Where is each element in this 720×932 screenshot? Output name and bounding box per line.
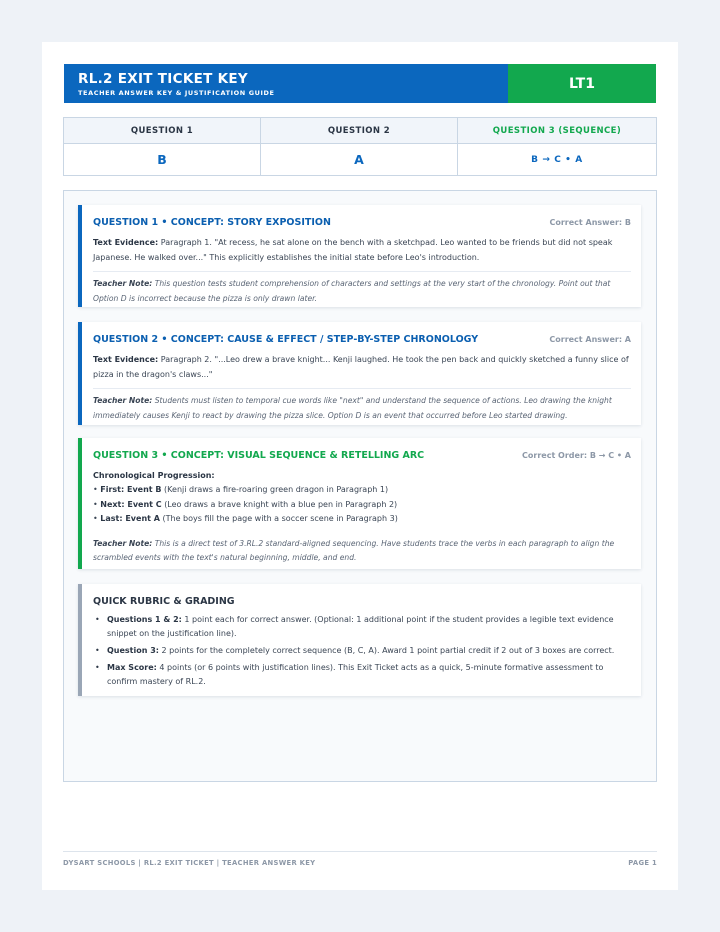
q1-header: QUESTION 1 (64, 118, 261, 144)
learning-target-badge: LT1 (508, 64, 656, 103)
q1-answer: B (64, 144, 261, 175)
q2-evidence (93, 352, 631, 382)
rubric-item-label: Max Score: (107, 663, 157, 672)
q1-note-label: Teacher Note: (93, 279, 153, 288)
q1-evidence-text: Paragraph 1. "At recess, he sat alone on the bench with a sketchpad. Leo wanted to be friends but did not speak Japanese. He walked over..." This explicitly establishes the initial state before Leo's introduction. (93, 238, 613, 262)
rubric-item (93, 661, 631, 689)
rubric-item (93, 613, 631, 641)
page-subtitle: TEACHER ANSWER KEY & JUSTIFICATION GUIDE (78, 89, 275, 97)
q2-evidence-text: Paragraph 2. "...Leo drew a brave knight... Kenji laughed. He took the pen back and quickly sketched a funny slice of pizza in the dragon's claws..." (93, 355, 629, 379)
page-number: PAGE 1 (628, 859, 657, 867)
q3-step-1-label: First: Event B (100, 485, 162, 494)
q1-evidence-label: Text Evidence: (93, 238, 159, 247)
q2-evidence-label: Text Evidence: (93, 355, 159, 364)
q2-card (78, 322, 641, 425)
page-title: RL.2 EXIT TICKET KEY (78, 71, 248, 87)
rubric-list (93, 613, 631, 689)
rubric-item-text: 1 point each for correct answer. (Optional: 1 additional point if the student provides a legible text evidence snippet on the justification line). (107, 615, 614, 638)
q3-step-3-text: (The boys fill the page with a soccer scene in Paragraph 3) (162, 514, 398, 523)
rubric-item-label: Question 3: (107, 646, 159, 655)
rubric-item-label: Questions 1 & 2: (107, 615, 182, 624)
q3-progression-label: Chronological Progression: (93, 471, 215, 480)
q3-correct: Correct Order: B → C • A (522, 451, 631, 460)
q3-teacher-note (93, 533, 631, 566)
q1-note-text: This question tests student comprehension of characters and settings at the very start of the chronology. Point out that Option D is incorrect because the pizza is only drawn later. (93, 279, 611, 303)
q3-note-label: Teacher Note: (93, 538, 153, 548)
q1-correct: Correct Answer: B (549, 218, 631, 227)
header-banner (64, 64, 656, 103)
footer-left: DYSART SCHOOLS | RL.2 EXIT TICKET | TEACHER ANSWER KEY (63, 859, 316, 867)
q2-header: QUESTION 2 (261, 118, 458, 144)
page (42, 42, 678, 890)
q3-step-2-text: (Leo draws a brave knight with a blue pen in Paragraph 2) (164, 499, 398, 509)
q3-step-2-label: Next: Event C (100, 499, 162, 509)
q3-answer: B → C • A (531, 154, 583, 165)
rubric-item-text: 4 points (or 6 points with justification lines). This Exit Ticket acts as a quick, 5-minute formative assessment to confirm mastery of RL.2. (107, 663, 604, 686)
q2-teacher-note (93, 388, 631, 423)
q1-title: QUESTION 1 • CONCEPT: STORY EXPOSITION (93, 217, 331, 228)
q2-correct: Correct Answer: A (549, 335, 631, 344)
q3-card (78, 438, 641, 569)
rubric-title: QUICK RUBRIC & GRADING (93, 596, 235, 607)
q1-teacher-note (93, 271, 631, 306)
answer-summary-table (63, 117, 657, 176)
q3-step-3-label: Last: Event A (100, 514, 160, 523)
justification-panel (63, 190, 657, 782)
rubric-item (93, 644, 631, 658)
q3-title: QUESTION 3 • CONCEPT: VISUAL SEQUENCE & RETELLING ARC (93, 450, 425, 461)
q2-note-text: Students must listen to temporal cue words like "next" and understand the sequence of actions. Leo drawing the knight immediately causes Kenji to react by drawing the pizza slice. Option D is an event that occurred before Leo started drawing. (93, 396, 612, 420)
page-footer (63, 851, 657, 867)
q1-evidence (93, 235, 631, 265)
q3-note-text: This is a direct test of 3.RL.2 standard-aligned sequencing. Have students trace the verbs in each paragraph to align the scrambled events with the text's natural beginning, middle, and end. (93, 538, 615, 562)
rubric-item-text: 2 points for the completely correct sequence (B, C, A). Award 1 point partial credit if 2 out of 3 boxes are correct. (161, 646, 615, 655)
q2-answer: A (261, 144, 458, 175)
q3-step-1-text: (Kenji draws a fire-roaring green dragon in Paragraph 1) (164, 485, 389, 494)
q3-header: QUESTION 3 (SEQUENCE) (458, 118, 656, 144)
q3-step-2: • Next: Event C (Leo draws a brave knight with a blue pen in Paragraph 2) (93, 499, 398, 509)
rubric-card (78, 584, 641, 696)
q2-note-label: Teacher Note: (93, 396, 153, 405)
q3-step-1: • First: Event B (Kenji draws a fire-roaring green dragon in Paragraph 1) (93, 485, 389, 494)
q3-step-3: • Last: Event A (The boys fill the page with a soccer scene in Paragraph 3) (93, 514, 398, 523)
q2-title: QUESTION 2 • CONCEPT: CAUSE & EFFECT / STEP-BY-STEP CHRONOLOGY (93, 334, 479, 345)
header-title-block (64, 64, 508, 103)
q1-card (78, 205, 641, 307)
